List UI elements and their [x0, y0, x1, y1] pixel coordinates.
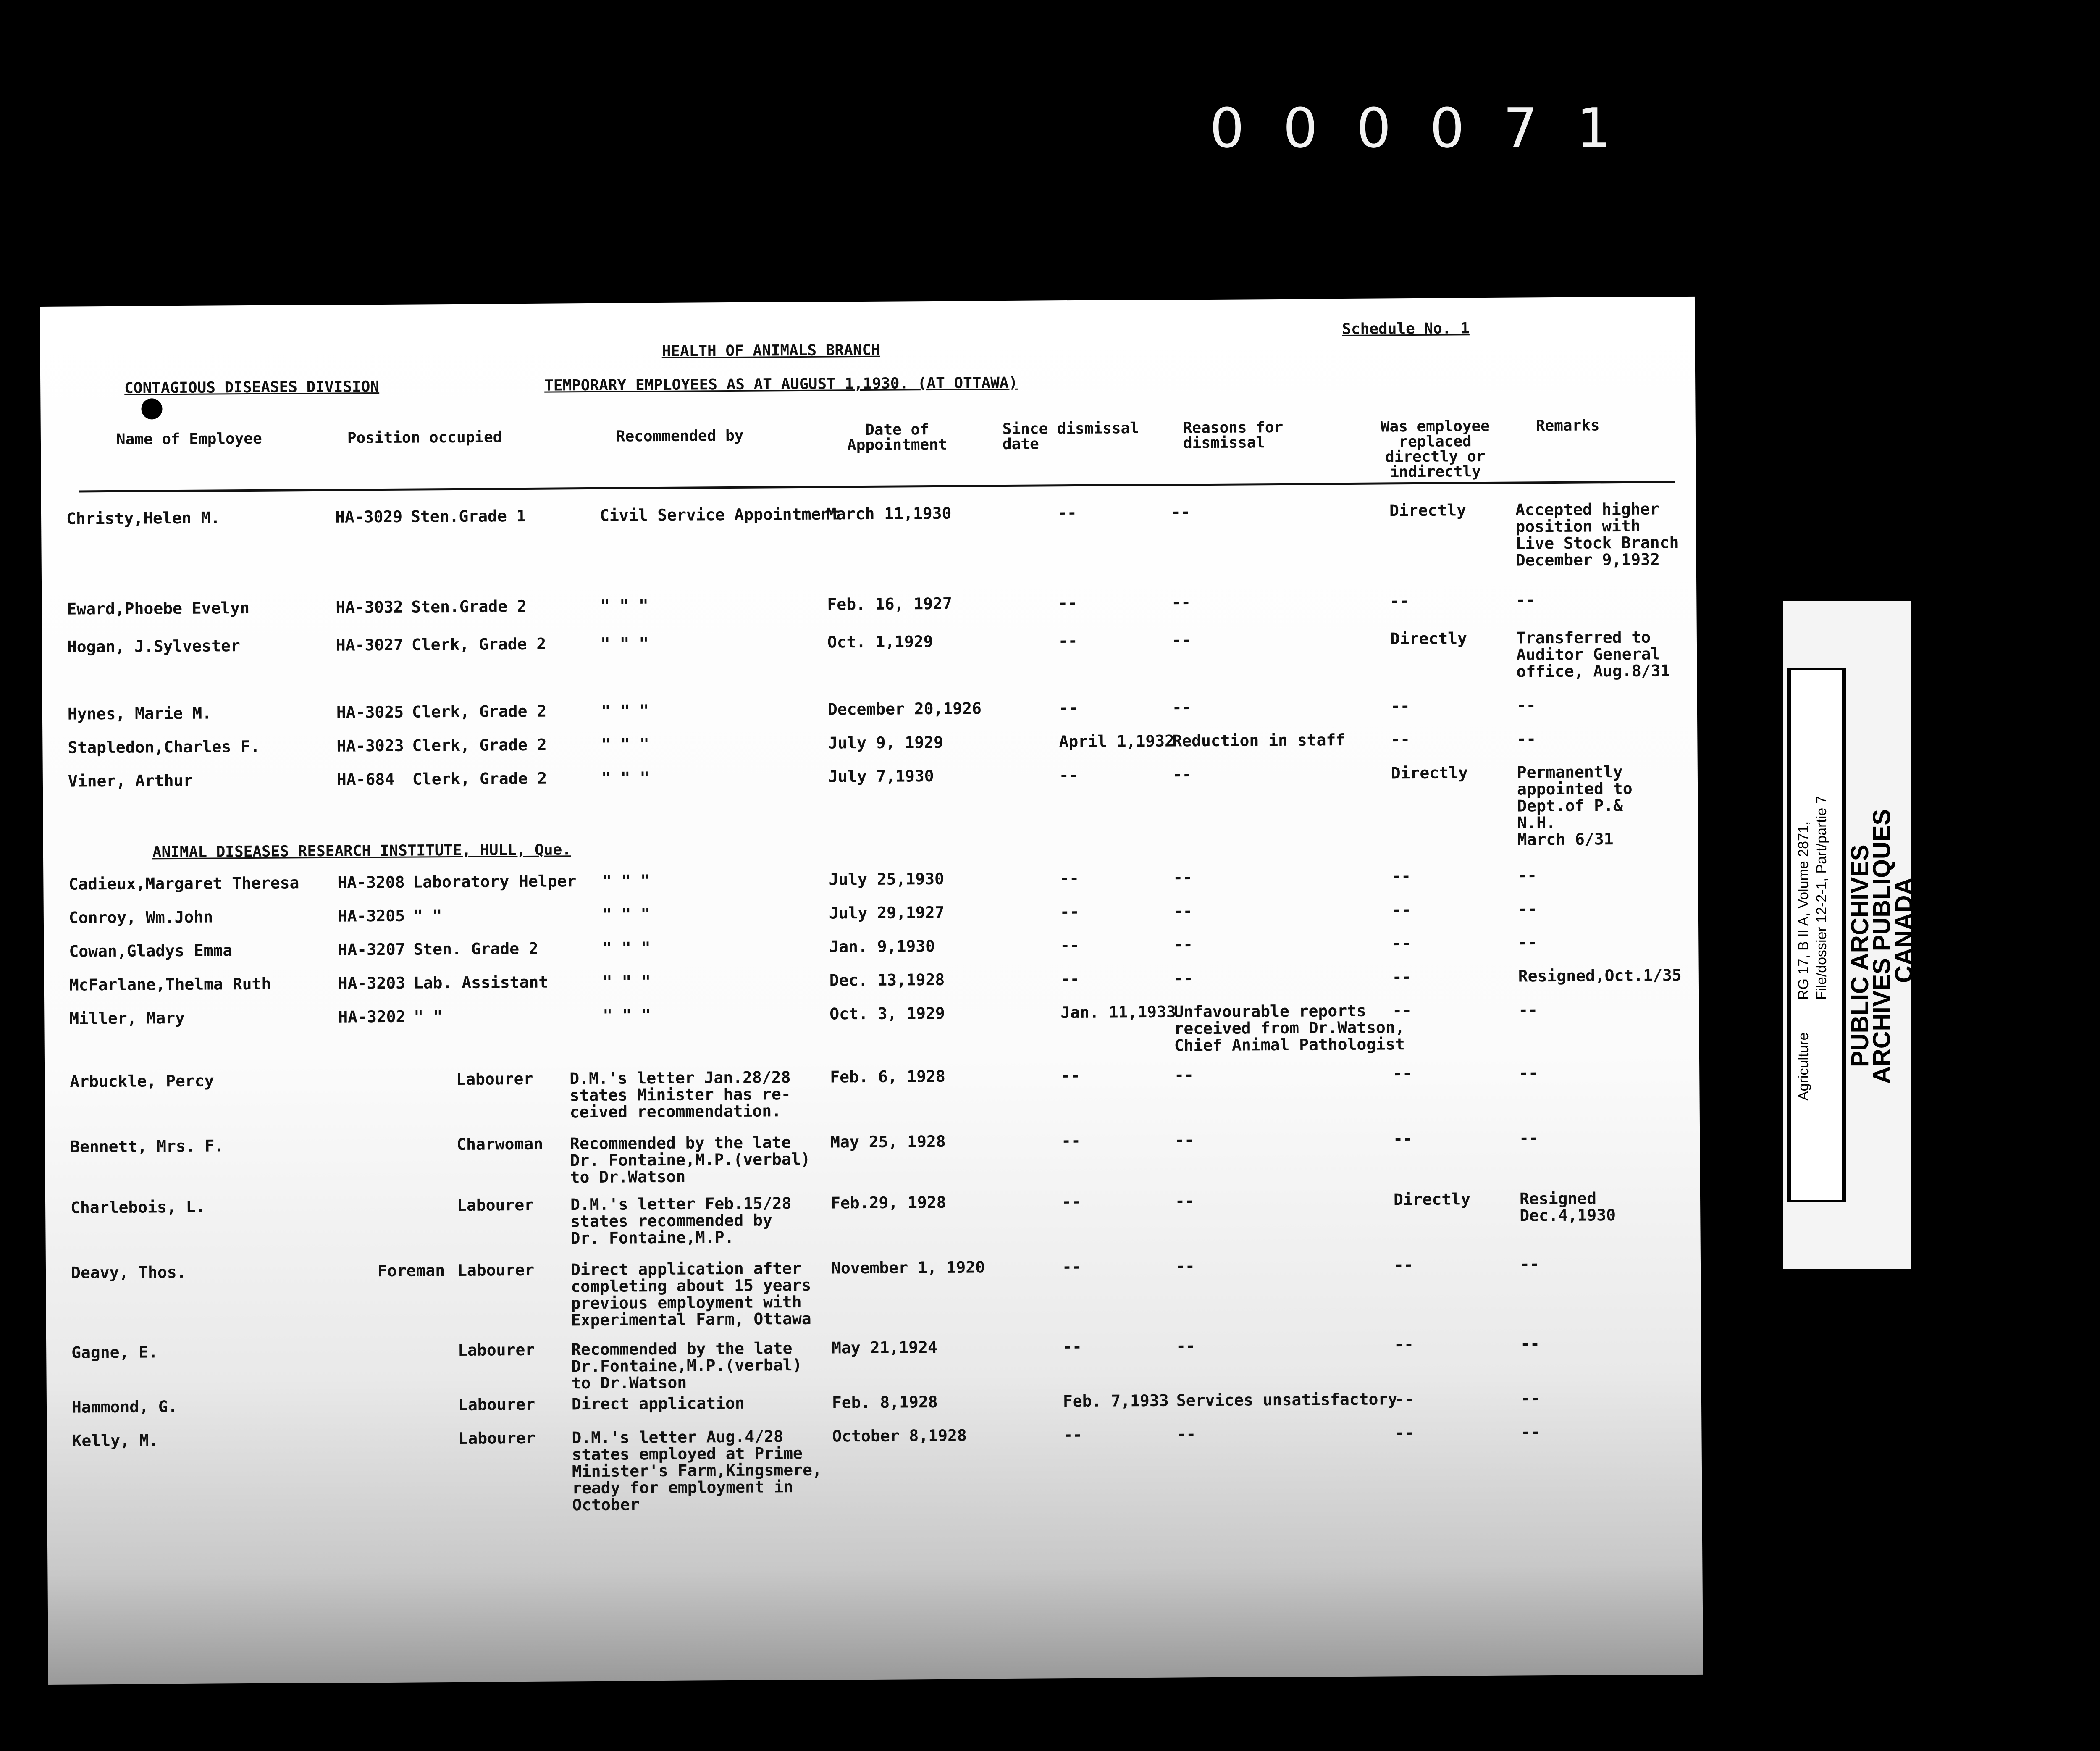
cell-remarks: -- — [1520, 1389, 1540, 1408]
cell-remarks: -- — [1520, 1334, 1540, 1353]
cell-remarks: Resigned Dec.4,1930 — [1519, 1189, 1616, 1225]
cell-since: -- — [1063, 1425, 1083, 1444]
cell-position: Sten.Grade 1 — [410, 506, 526, 526]
cell-replaced: -- — [1391, 900, 1411, 919]
cell-name: Kelly, M. — [72, 1431, 159, 1450]
cell-position: Labourer — [456, 1069, 533, 1088]
cell-code: HA-3023 — [336, 736, 404, 755]
cell-name: Gagne, E. — [71, 1343, 158, 1362]
cell-replaced: Directly — [1391, 763, 1468, 783]
schedule-label: Schedule No. 1 — [1342, 320, 1470, 338]
cell-remarks: -- — [1518, 1000, 1538, 1019]
cell-rec: " " " — [603, 1006, 651, 1025]
cell-remarks: -- — [1521, 1422, 1541, 1441]
cell-replaced: -- — [1393, 1064, 1412, 1083]
archive-line-2: ARCHIVES PUBLIQUES — [1868, 809, 1895, 1084]
cell-code: HA-3027 — [336, 635, 404, 655]
cell-rec: " " " — [602, 939, 651, 957]
cell-remarks: -- — [1519, 1128, 1539, 1147]
cell-name: Viner, Arthur — [68, 771, 193, 791]
cell-code: HA-3207 — [338, 940, 405, 959]
cell-remarks: -- — [1517, 899, 1537, 918]
frame-number: 000071 — [1210, 96, 1650, 160]
cell-position: Clerk, Grade 2 — [411, 634, 546, 654]
col-name: Name of Employee — [116, 430, 262, 448]
cell-rec: " " " — [602, 871, 650, 890]
cell-date: Feb. 16, 1927 — [827, 594, 952, 614]
cell-rec: Direct application — [571, 1393, 745, 1414]
cell-replaced: -- — [1393, 1129, 1413, 1148]
cell-reasons: -- — [1172, 698, 1192, 717]
cell-replaced: -- — [1391, 867, 1411, 886]
cell-rec: Civil Service Appointment — [599, 505, 840, 525]
cell-reasons: -- — [1171, 502, 1190, 521]
cell-reasons: Unfavourable reports received from Dr.Watson, Chief Animal Pathologist — [1174, 1001, 1405, 1055]
cell-since: -- — [1060, 969, 1080, 989]
cell-name: Charlebois, L. — [70, 1197, 205, 1217]
cell-date: Jan. 9,1930 — [829, 937, 935, 956]
cell-date: Feb. 8,1928 — [832, 1392, 938, 1412]
cell-date: May 25, 1928 — [830, 1132, 946, 1152]
cell-reasons: -- — [1175, 1257, 1195, 1275]
cell-position: Labourer — [458, 1340, 535, 1359]
cell-rec: " " " — [602, 972, 651, 991]
cell-name: Christy,Helen M. — [66, 508, 220, 528]
cell-since: -- — [1062, 1257, 1082, 1276]
cell-since: -- — [1058, 593, 1078, 613]
punch-hole — [141, 398, 162, 419]
cell-rec: " " " — [601, 735, 649, 754]
col-remarks: Remarks — [1536, 417, 1600, 435]
cell-rec: Direct application after completing about 15 years previous employment with Experimental Farm, Ottawa — [570, 1259, 811, 1330]
cell-rec: " " " — [601, 768, 650, 787]
cell-remarks: -- — [1520, 1254, 1539, 1273]
cell-remarks: -- — [1516, 591, 1536, 610]
col-replaced: Was employee replaced directly or indirectly — [1380, 417, 1490, 481]
archive-dept: Agriculture — [1796, 1032, 1811, 1101]
cell-position: " " — [414, 1007, 443, 1026]
cell-date: Oct. 3, 1929 — [830, 1004, 945, 1023]
cell-position: Charwoman — [457, 1134, 543, 1154]
cell-name: Stapledon,Charles F. — [68, 737, 260, 757]
cell-name: Miller, Mary — [69, 1008, 185, 1028]
cell-date: Oct. 1,1929 — [827, 632, 933, 652]
cell-replaced: Directly — [1390, 629, 1467, 648]
cell-since: -- — [1058, 698, 1078, 718]
cell-date: March 11,1930 — [826, 504, 952, 523]
cell-replaced: -- — [1392, 934, 1412, 953]
cell-date: December 20,1926 — [827, 699, 982, 719]
col-date-appointment: Date of Appointment — [847, 421, 948, 454]
cell-name: Cadieux,Margaret Theresa — [68, 873, 299, 894]
col-position: Position occupied — [347, 429, 502, 447]
cell-reasons: Services unsatisfactory — [1176, 1390, 1398, 1410]
cell-position: Sten. Grade 2 — [413, 939, 538, 959]
cell-reasons: -- — [1176, 1425, 1196, 1443]
cell-reasons: -- — [1176, 1336, 1196, 1355]
cell-position: Labourer — [458, 1428, 536, 1448]
cell-remarks: -- — [1516, 696, 1536, 715]
col-recommended: Recommended by — [616, 427, 744, 445]
cell-date: July 7,1930 — [828, 767, 934, 786]
cell-reasons: -- — [1172, 765, 1192, 784]
cell-replaced: -- — [1394, 1390, 1414, 1409]
cell-name: Hynes, Marie M. — [67, 704, 212, 723]
cell-rec: " " " — [600, 634, 649, 653]
cell-date: May 21,1924 — [832, 1338, 937, 1357]
cell-rec: D.M.'s letter Jan.28/28 states Minister has re- ceived recommendation. — [570, 1068, 791, 1122]
archive-ref-1: RG 17, B II A, Volume 2871, — [1796, 821, 1811, 1000]
cell-rec: D.M.'s letter Aug.4/28 states employed at Prime Minister's Farm,Kingsmere, ready for employment in October — [572, 1427, 822, 1514]
cell-replaced: -- — [1390, 697, 1410, 715]
cell-remarks: -- — [1518, 933, 1538, 952]
cell-since: -- — [1061, 1066, 1081, 1085]
cell-reasons: -- — [1173, 868, 1193, 887]
cell-replaced: -- — [1394, 1255, 1413, 1274]
cell-reasons: -- — [1175, 1131, 1194, 1149]
cell-replaced: -- — [1395, 1423, 1415, 1442]
cell-reasons: -- — [1173, 935, 1193, 954]
cell-date: Dec. 13,1928 — [829, 970, 945, 990]
cell-code: HA-3032 — [336, 597, 403, 617]
cell-replaced: -- — [1391, 730, 1410, 749]
cell-date: November 1, 1920 — [831, 1258, 985, 1278]
cell-position: Clerk, Grade 2 — [412, 769, 547, 789]
section-title: ANIMAL DISEASES RESEARCH INSTITUTE, HULL, Que. — [152, 841, 572, 861]
cell-since: Jan. 11,1933 — [1060, 1002, 1176, 1022]
cell-replaced: Directly — [1393, 1190, 1471, 1209]
cell-replaced: -- — [1390, 592, 1410, 610]
cell-reasons: -- — [1171, 593, 1191, 612]
cell-code: HA-3029 — [335, 507, 403, 526]
cell-since: -- — [1061, 1131, 1081, 1150]
cell-position: Lab. Assistant — [413, 973, 549, 992]
cell-code: Foreman — [377, 1261, 445, 1280]
cell-code: HA-3205 — [337, 906, 405, 925]
cell-rec: " " " — [600, 596, 648, 615]
header-rule — [79, 481, 1675, 492]
cell-name: Hogan, J.Sylvester — [67, 636, 240, 656]
cell-date: Feb. 6, 1928 — [830, 1067, 945, 1086]
cell-code: HA-3202 — [338, 1007, 406, 1026]
cell-replaced: Directly — [1389, 501, 1467, 520]
cell-replaced: -- — [1392, 968, 1412, 986]
col-since-dismissal: Since dismissal date — [1002, 420, 1139, 453]
cell-position: Sten.Grade 2 — [411, 597, 527, 616]
division-title: CONTAGIOUS DISEASES DIVISION — [124, 378, 380, 397]
cell-remarks: Accepted higher position with Live Stock Branch December 9,1932 — [1515, 500, 1679, 570]
cell-code: HA-3025 — [336, 702, 404, 722]
cell-since: -- — [1063, 1337, 1082, 1356]
cell-remarks: Transferred to Auditor General office, Aug.8/31 — [1516, 628, 1670, 681]
document-title: TEMPORARY EMPLOYEES AS AT AUGUST 1,1930. (AT OTTAWA) — [544, 374, 1018, 394]
branch-title: HEALTH OF ANIMALS BRANCH — [662, 341, 880, 360]
cell-since: April 1,1932 — [1059, 731, 1175, 751]
archive-line-1: PUBLIC ARCHIVES — [1846, 844, 1874, 1067]
cell-reasons: -- — [1173, 902, 1193, 920]
cell-date: July 9, 1929 — [828, 733, 944, 752]
cell-position: Clerk, Grade 2 — [412, 735, 547, 755]
cell-code: HA-684 — [336, 770, 395, 789]
cell-reasons: -- — [1174, 1065, 1194, 1084]
cell-since: -- — [1061, 1192, 1081, 1211]
cell-name: Cowan,Gladys Emma — [69, 941, 233, 961]
cell-position: " " — [413, 906, 442, 925]
archive-line-3: CANADA — [1890, 877, 1918, 983]
cell-remarks: -- — [1519, 1063, 1538, 1082]
cell-date: October 8,1928 — [832, 1426, 967, 1446]
cell-rec: Recommended by the late Dr. Fontaine,M.P.(verbal) to Dr.Watson — [570, 1133, 811, 1187]
cell-rec: " " " — [601, 701, 649, 720]
cell-position: Labourer — [458, 1395, 536, 1414]
cell-reasons: -- — [1173, 969, 1193, 988]
cell-rec: Recommended by the late Dr.Fontaine,M.P.(verbal) to Dr.Watson — [571, 1339, 802, 1393]
cell-name: McFarlane,Thelma Ruth — [69, 974, 271, 994]
cell-name: Deavy, Thos. — [71, 1262, 186, 1282]
cell-position: Clerk, Grade 2 — [412, 702, 547, 721]
cell-name: Arbuckle, Percy — [70, 1071, 214, 1091]
cell-since: -- — [1057, 503, 1077, 522]
cell-position: Labourer — [457, 1260, 535, 1280]
cell-position: Laboratory Helper — [413, 872, 577, 891]
cell-since: -- — [1060, 902, 1079, 921]
cell-since: -- — [1060, 936, 1080, 955]
cell-reasons: -- — [1171, 631, 1191, 649]
col-reasons: Reasons for dismissal — [1183, 418, 1284, 452]
cell-since: -- — [1060, 868, 1079, 888]
cell-position: Labourer — [457, 1195, 534, 1215]
cell-name: Conroy, Wm.John — [68, 907, 213, 927]
cell-name: Eward,Phoebe Evelyn — [67, 598, 250, 618]
cell-replaced: -- — [1394, 1335, 1414, 1354]
cell-code: HA-3203 — [338, 973, 406, 993]
cell-since: -- — [1059, 765, 1079, 785]
cell-since: -- — [1058, 631, 1078, 650]
cell-date: Feb.29, 1928 — [830, 1193, 946, 1212]
cell-reasons: Reduction in staff — [1172, 731, 1346, 750]
cell-remarks: -- — [1517, 729, 1536, 748]
cell-since: Feb. 7,1933 — [1063, 1391, 1169, 1411]
cell-date: July 25,1930 — [829, 869, 945, 889]
cell-remarks: Resigned,Oct.1/35 — [1518, 966, 1682, 986]
cell-name: Bennett, Mrs. F. — [70, 1136, 224, 1156]
cell-rec: D.M.'s letter Feb.15/28 states recommended by Dr. Fontaine,M.P. — [570, 1194, 792, 1248]
archive-ref-2: File/dossier 12-2-1, Part/partie 7 — [1814, 796, 1830, 1000]
cell-remarks: -- — [1517, 866, 1537, 885]
cell-rec: " " " — [602, 905, 651, 924]
cell-replaced: -- — [1392, 1001, 1412, 1020]
document-sheet — [40, 297, 1703, 1685]
cell-name: Hammond, G. — [71, 1397, 178, 1417]
cell-remarks: Permanently appointed to Dept.of P.& N.H. March 6/31 — [1517, 762, 1633, 849]
cell-date: July 29,1927 — [829, 903, 945, 923]
cell-reasons: -- — [1175, 1191, 1194, 1210]
cell-code: HA-3208 — [337, 873, 405, 892]
